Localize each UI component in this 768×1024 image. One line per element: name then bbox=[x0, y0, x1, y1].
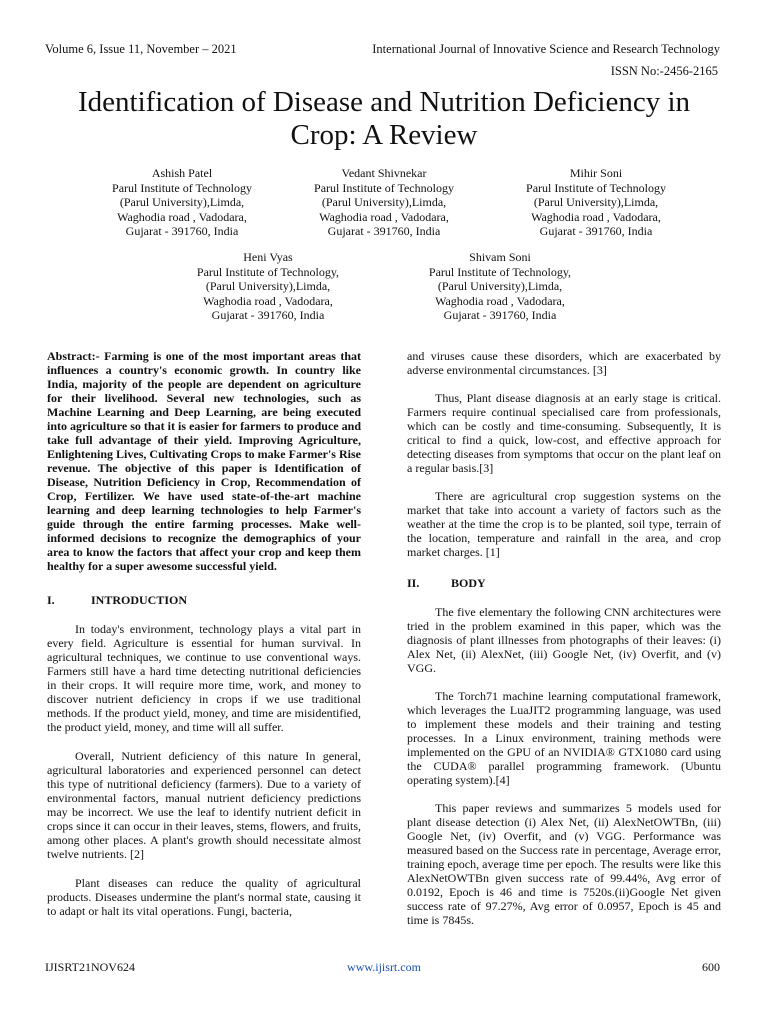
author-affiliation-line: Parul Institute of Technology bbox=[314, 180, 454, 195]
author-affiliation-line: Waghodia road , Vadodara, bbox=[531, 209, 661, 224]
author-affiliation-line: Gujarat - 391760, India bbox=[443, 308, 557, 322]
author-affiliation-line: Parul Institute of Technology, bbox=[428, 264, 572, 279]
paragraph: This paper reviews and summarizes 5 models used for plant disease detection (i) Alex Net, (ii) AlexNetOWTBn, (iii) Google Net, (iv) Overfit, and (v) VGG. Performance was measured based on the Success rate in percentage, Average error, training epoch, average time per epoch. The results were like this AlexNetOWTBn given success rate of 99.44%, Avg error of 0.0192, Epoch is 46 and time is 7520s.(ii)Google Net given success rate of 97.27%, Avg error of 0.0957, Epoch is 45 and time is 7845s. bbox=[407, 801, 721, 927]
author-affiliation-line: Gujarat - 391760, India bbox=[125, 224, 239, 238]
author-affiliation-line: Waghodia road , Vadodara, bbox=[319, 209, 449, 224]
author-affiliation-line: (Parul University),Limda, bbox=[119, 195, 245, 209]
section-number: I. bbox=[47, 593, 55, 607]
paragraph: Overall, Nutrient deficiency of this nature In general, agricultural laboratories and experienced personnel can detect this type of nutritional deficiency (farmers). Due to a variety of environmental factors, manual nutrient deficiency predictions may be incorrect. We use the leaf to identify nutrient deficit in crops since it can occur in their leaves, stems, flowers, and fruits, among other places. A plant's growth should necessitate almost twelve nutrients. [2] bbox=[47, 749, 361, 861]
author-affiliation-line: Gujarat - 391760, India bbox=[539, 224, 653, 238]
footer-paper-id: IJISRT21NOV624 bbox=[45, 960, 135, 974]
author-block bbox=[178, 250, 358, 323]
author-affiliation-line: (Parul University),Limda, bbox=[205, 279, 331, 293]
author-block bbox=[410, 250, 590, 323]
author-affiliation-line: Parul Institute of Technology bbox=[112, 180, 252, 195]
author-affiliation-line: Gujarat - 391760, India bbox=[211, 308, 325, 322]
author-name: Ashish Patel bbox=[151, 166, 213, 180]
author-affiliation-line: Waghodia road , Vadodara, bbox=[203, 293, 333, 308]
right-column bbox=[407, 349, 721, 927]
author-affiliation-line: Gujarat - 391760, India bbox=[327, 224, 441, 238]
author-name: Heni Vyas bbox=[243, 250, 293, 264]
author-affiliation-line: (Parul University),Limda, bbox=[533, 195, 659, 209]
author-affiliation-line: Waghodia road , Vadodara, bbox=[117, 209, 247, 224]
running-header-left: Volume 6, Issue 11, November – 2021 bbox=[45, 42, 237, 56]
paper-title-line-2: Crop: A Review bbox=[290, 119, 478, 151]
author-name: Shivam Soni bbox=[469, 250, 531, 264]
paper-title bbox=[40, 86, 728, 152]
author-affiliation-line: (Parul University),Limda, bbox=[321, 195, 447, 209]
author-block bbox=[506, 166, 686, 239]
author-affiliation-line: Parul Institute of Technology bbox=[526, 180, 666, 195]
left-column bbox=[47, 349, 361, 918]
author-name: Mihir Soni bbox=[569, 166, 623, 180]
section-heading-introduction bbox=[47, 593, 361, 607]
author-affiliation-line: Parul Institute of Technology, bbox=[196, 264, 340, 279]
author-affiliation-line: (Parul University),Limda, bbox=[437, 279, 563, 293]
section-title: INTRODUCTION bbox=[91, 593, 188, 607]
author-name: Vedant Shivnekar bbox=[341, 166, 427, 180]
issn-label: ISSN No:-2456-2165 bbox=[610, 64, 718, 78]
author-affiliation-line: Waghodia road , Vadodara, bbox=[435, 293, 565, 308]
abstract: Abstract:- Farming is one of the most important areas that influences a country's economic growth. In country like India, majority of the people are dependent on agriculture for their livelihood. Several new technologies, such as Machine Learning and Deep Learning, are being executed into agriculture so that it is easier for farmers to produce and take full advantage of their yield. Improving Agriculture, Enlightening Lives, Cultivating Crops to make Farmer's Rise revenue. The objective of this paper is Identification of Disease, Nutrition Deficiency in Crop, Recommendation of Crop, Fertilizer. We have used state-of-the-art machine learning and deep learning technologies to help Farmer's guide through the entire farming processes. Make well-informed decisions to recognize the demographics of your area to know the factors that affect your crop and keep them healthy for a super awesome successful yield. bbox=[47, 349, 361, 573]
paragraph: and viruses cause these disorders, which are exacerbated by adverse environmental circumstances. [3] bbox=[407, 349, 721, 377]
paragraph: There are agricultural crop suggestion systems on the market that take into account a variety of factors such as the weather at the time the crop is to be planted, soil type, terrain of the location, temperature and rainfall in the area, and crop market charges. [1] bbox=[407, 489, 721, 559]
author-block bbox=[92, 166, 272, 239]
footer-website-link[interactable]: www.ijisrt.com bbox=[347, 960, 421, 974]
section-title: BODY bbox=[451, 576, 486, 590]
paragraph: Thus, Plant disease diagnosis at an early stage is critical. Farmers require continual specialised care from professionals, which can be costly and time-consuming. Subsequently, It is critical to find a quick, low-cost, and effective approach for detecting diseases from symptoms that occur on the plant leaf on a regular basis.[3] bbox=[407, 391, 721, 475]
paragraph: The five elementary the following CNN architectures were tried in the problem examined in this paper, which was the diagnosis of plant illnesses from photographs of their leaves: (i) Alex Net, (ii) AlexNet, (iii) Google Net, (iv) Overfit, and (v) VGG. bbox=[407, 605, 721, 675]
paragraph: Plant diseases can reduce the quality of agricultural products. Diseases undermine the plant's normal state, causing it to adapt or halt its vital operations. Fungi, bacteria, bbox=[47, 876, 361, 918]
section-heading-body bbox=[407, 576, 721, 590]
paragraph: The Torch71 machine learning computational framework, which leverages the LuaJIT2 programming language, was used to implement these models and their training and testing processes. In a Linux environment, training methods were implemented on the GPU of an NVIDIA® GTX1080 card using the CUDA® parallel programming framework. (Ubuntu operating system).[4] bbox=[407, 689, 721, 787]
running-header-right: International Journal of Innovative Science and Research Technology bbox=[372, 42, 720, 56]
author-block bbox=[294, 166, 474, 239]
section-number: II. bbox=[407, 576, 420, 590]
paper-title-line-1: Identification of Disease and Nutrition Deficiency in bbox=[77, 86, 691, 118]
page-number: 600 bbox=[702, 960, 720, 974]
paragraph: In today's environment, technology plays a vital part in every field. Agriculture is essential for human survival. In agricultural techniques, we continue to use conventional ways. Farmers still have a hard time detecting nutritional deficiencies in their crops. It will require more time, work, and money to discover nutrient deficiency in crops if we use traditional methods. If the product yield, money, and time are misidentified, the product yield, money, and time will all suffer. bbox=[47, 622, 361, 734]
